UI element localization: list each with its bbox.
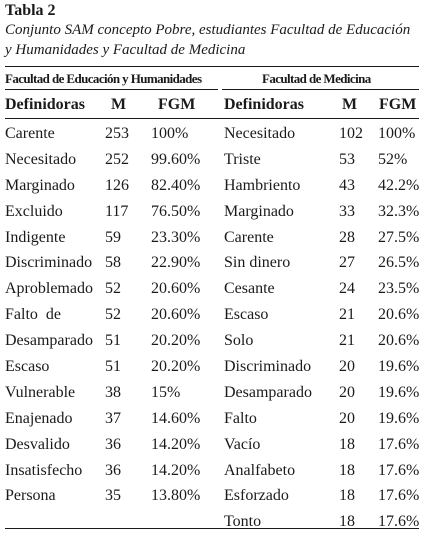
cell-m-right: 18 <box>339 513 355 531</box>
column-header-definidoras-left: Definidoras <box>5 96 85 113</box>
table-row <box>5 278 419 304</box>
cell-m-right: 27 <box>339 254 355 272</box>
table-row <box>5 201 419 227</box>
cell-definidora-left: Excluido <box>5 202 63 220</box>
cell-fgm-right: 52% <box>378 150 408 168</box>
cell-fgm-left: 99.60% <box>151 150 201 168</box>
group-rule-medicine <box>222 89 419 90</box>
column-header-m-left: M <box>111 96 127 113</box>
group-rule-education <box>5 89 218 90</box>
cell-fgm-left: 15% <box>151 383 181 401</box>
table-row <box>5 356 419 382</box>
cell-fgm-right: 19.6% <box>378 383 420 401</box>
cell-definidora-right: Carente <box>224 228 274 246</box>
table-body <box>5 123 419 537</box>
cell-definidora-right: Hambriento <box>224 176 301 194</box>
cell-definidora-right: Marginado <box>224 202 294 220</box>
cell-definidora-right: Discriminado <box>224 358 312 376</box>
cell-m-right: 18 <box>339 435 355 453</box>
cell-m-right: 21 <box>339 332 355 350</box>
cell-fgm-left: 23.30% <box>151 228 201 246</box>
cell-fgm-right: 17.6% <box>378 435 420 453</box>
cell-m-left: 51 <box>105 332 121 350</box>
cell-m-right: 20 <box>339 409 355 427</box>
table-row <box>5 408 419 434</box>
table-caption-line-2: y Humanidades y Facultad de Medicina <box>5 42 246 58</box>
cell-m-right: 21 <box>339 306 355 324</box>
cell-definidora-right: Necesitado <box>224 125 296 142</box>
cell-definidora-right: Desamparado <box>224 383 312 401</box>
table-label: Tabla 2 <box>5 2 56 19</box>
cell-definidora-left: Enajenado <box>5 409 73 427</box>
cell-definidora-left: Persona <box>5 487 56 505</box>
cell-fgm-right: 17.6% <box>378 513 420 531</box>
cell-definidora-left: Escaso <box>5 358 50 376</box>
cell-m-left: 38 <box>105 383 121 401</box>
column-header-m-right: M <box>342 96 358 113</box>
cell-definidora-right: Triste <box>224 150 261 168</box>
column-header-definidoras-right: Definidoras <box>224 96 304 113</box>
cell-definidora-left: Desamparado <box>5 332 93 350</box>
group-header-education: Facultad de Educación y Humanidades <box>5 71 202 86</box>
cell-definidora-right: Cesante <box>224 280 275 298</box>
column-header-fgm-left: FGM <box>158 96 196 113</box>
cell-m-left: 36 <box>105 461 121 479</box>
cell-m-right: 20 <box>339 383 355 401</box>
cell-fgm-right: 19.6% <box>378 409 420 427</box>
cell-m-left: 59 <box>105 228 121 246</box>
table-row <box>5 511 419 537</box>
cell-definidora-right: Sin dinero <box>224 254 291 272</box>
cell-definidora-left: Carente <box>5 125 55 142</box>
cell-fgm-left: 13.80% <box>151 487 201 505</box>
table-row <box>5 149 419 175</box>
cell-fgm-left: 14.20% <box>151 461 201 479</box>
cell-fgm-right: 19.6% <box>378 358 420 376</box>
cell-fgm-left: 22.90% <box>151 254 201 272</box>
cell-fgm-right: 17.6% <box>378 487 420 505</box>
cell-m-left: 52 <box>105 306 121 324</box>
cell-definidora-left: Vulnerable <box>5 383 76 401</box>
cell-fgm-right: 23.5% <box>378 280 420 298</box>
table-bottom-rule <box>5 528 419 529</box>
table-row <box>5 252 419 278</box>
cell-m-right: 18 <box>339 461 355 479</box>
table-row <box>5 485 419 511</box>
table-row <box>5 227 419 253</box>
cell-definidora-left: Marginado <box>5 176 75 194</box>
cell-m-right: 53 <box>339 150 355 168</box>
cell-fgm-left: 100% <box>151 125 189 142</box>
cell-fgm-left: 14.20% <box>151 435 201 453</box>
cell-m-left: 252 <box>105 150 129 168</box>
cell-m-left: 35 <box>105 487 121 505</box>
column-header-row <box>5 92 419 118</box>
cell-m-left: 126 <box>105 176 129 194</box>
table-row <box>5 175 419 201</box>
cell-definidora-right: Solo <box>224 332 254 350</box>
cell-fgm-right: 100% <box>378 125 416 142</box>
cell-m-right: 20 <box>339 358 355 376</box>
cell-m-right: 102 <box>339 125 363 142</box>
cell-m-left: 37 <box>105 409 121 427</box>
cell-m-right: 24 <box>339 280 355 298</box>
cell-definidora-right: Esforzado <box>224 487 289 505</box>
cell-definidora-left: Necesitado <box>5 150 77 168</box>
cell-definidora-right: Analfabeto <box>224 461 296 479</box>
cell-definidora-right: Escaso <box>224 306 269 324</box>
cell-definidora-right: Tonto <box>224 513 262 531</box>
table-figure <box>5 0 419 537</box>
cell-fgm-left: 20.20% <box>151 332 201 350</box>
table-row <box>5 330 419 356</box>
cell-m-left: 51 <box>105 358 121 376</box>
cell-fgm-right: 26.5% <box>378 254 420 272</box>
cell-definidora-left: Insatisfecho <box>5 461 83 479</box>
cell-m-left: 58 <box>105 254 121 272</box>
cell-fgm-right: 42.2% <box>378 176 420 194</box>
cell-m-right: 18 <box>339 487 355 505</box>
cell-fgm-left: 76.50% <box>151 202 201 220</box>
group-header-medicine: Facultad de Medicina <box>262 71 371 86</box>
table-caption-line-1: Conjunto SAM concepto Pobre, estudiantes Facultad de Educación <box>5 22 411 38</box>
cell-fgm-left: 20.20% <box>151 358 201 376</box>
table-row <box>5 434 419 460</box>
cell-definidora-left: Falto de <box>5 306 61 324</box>
group-header-row <box>5 67 419 92</box>
table-row <box>5 382 419 408</box>
cell-fgm-right: 27.5% <box>378 228 420 246</box>
header-bottom-rule <box>5 118 419 119</box>
cell-fgm-left: 82.40% <box>151 176 201 194</box>
table-row <box>5 460 419 486</box>
cell-definidora-left: Discriminado <box>5 254 93 272</box>
cell-definidora-left: Indigente <box>5 228 66 246</box>
cell-definidora-left: Desvalido <box>5 435 70 453</box>
cell-m-left: 117 <box>105 202 129 220</box>
cell-m-right: 33 <box>339 202 355 220</box>
cell-fgm-right: 20.6% <box>378 306 420 324</box>
cell-definidora-left: Aproblemado <box>5 280 93 298</box>
column-header-fgm-right: FGM <box>379 96 417 113</box>
cell-m-left: 253 <box>105 125 129 142</box>
cell-m-left: 36 <box>105 435 121 453</box>
cell-fgm-right: 20.6% <box>378 332 420 350</box>
cell-fgm-right: 17.6% <box>378 461 420 479</box>
cell-fgm-left: 14.60% <box>151 409 201 427</box>
table-row <box>5 304 419 330</box>
table-row <box>5 123 419 149</box>
cell-definidora-right: Falto <box>224 409 257 427</box>
cell-definidora-right: Vacío <box>224 435 261 453</box>
cell-m-left: 52 <box>105 280 121 298</box>
cell-m-right: 43 <box>339 176 355 194</box>
cell-fgm-left: 20.60% <box>151 280 201 298</box>
cell-fgm-right: 32.3% <box>378 202 420 220</box>
cell-m-right: 28 <box>339 228 355 246</box>
cell-fgm-left: 20.60% <box>151 306 201 324</box>
